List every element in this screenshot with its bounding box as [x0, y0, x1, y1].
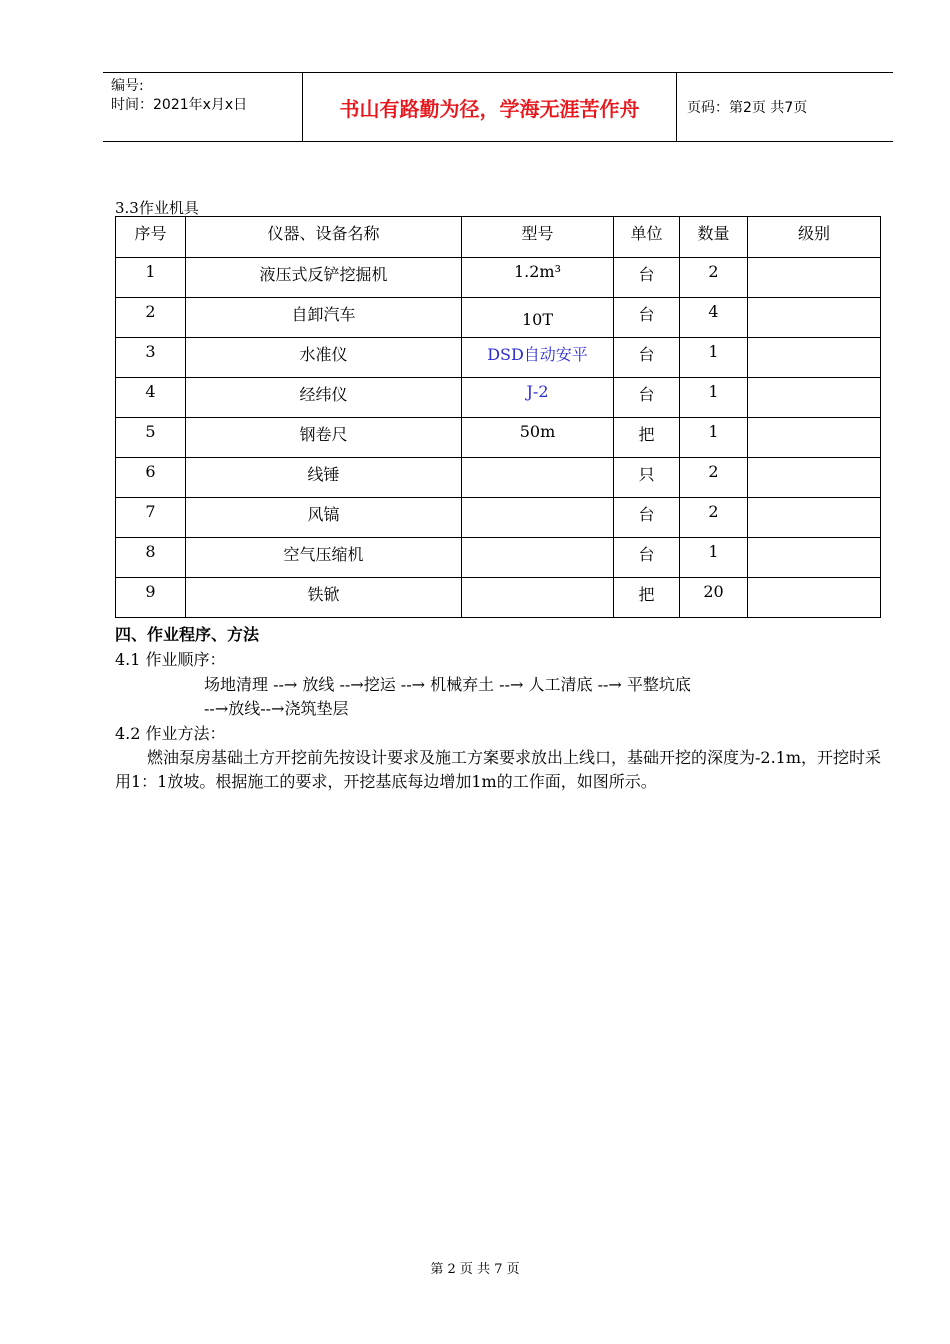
- cell-model: J-2: [462, 378, 614, 418]
- cell-unit: 台: [614, 378, 680, 418]
- cell-model: [462, 538, 614, 578]
- cell-model: [462, 458, 614, 498]
- cell-index: 6: [116, 458, 186, 498]
- table-row: [116, 298, 881, 338]
- cell-index: 1: [116, 258, 186, 298]
- cell-grade: [748, 538, 881, 578]
- work-sequence-line-2: --→放线--→浇筑垫层: [204, 699, 349, 718]
- cell-quantity: 2: [680, 458, 748, 498]
- column-header-quantity: 数量: [680, 217, 748, 258]
- table-row: [116, 418, 881, 458]
- header-info: [103, 73, 303, 141]
- cell-name: 水准仪: [186, 338, 462, 378]
- document-time-label: 时间：2021年x月x日: [111, 97, 248, 113]
- table-row: [116, 338, 881, 378]
- cell-unit: 把: [614, 578, 680, 618]
- table-row: [116, 538, 881, 578]
- cell-grade: [748, 258, 881, 298]
- cell-name: 线锤: [186, 458, 462, 498]
- cell-unit: 把: [614, 418, 680, 458]
- cell-quantity: 1: [680, 338, 748, 378]
- cell-grade: [748, 458, 881, 498]
- cell-index: 9: [116, 578, 186, 618]
- column-header-name: 仪器、设备名称: [186, 217, 462, 258]
- cell-index: 8: [116, 538, 186, 578]
- cell-grade: [748, 418, 881, 458]
- cell-unit: 台: [614, 498, 680, 538]
- column-header-unit: 单位: [614, 217, 680, 258]
- cell-quantity: 2: [680, 498, 748, 538]
- subsection-4-2-heading: 4.2 作业方法：: [115, 724, 226, 743]
- cell-quantity: 1: [680, 378, 748, 418]
- cell-name: 空气压缩机: [186, 538, 462, 578]
- page-footer: 第 2 页 共 7 页: [430, 1262, 520, 1277]
- cell-quantity: 4: [680, 298, 748, 338]
- cell-unit: 台: [614, 538, 680, 578]
- cell-index: 4: [116, 378, 186, 418]
- method-paragraph: 燃油泵房基础土方开挖前先按设计要求及施工方案要求放出上线口，基础开挖的深度为-2.1m，开挖时采用1：1放坡。根据施工的要求，开挖基底每边增加1m的工作面，如图所示。: [115, 748, 882, 791]
- cell-model: DSD自动安平: [462, 338, 614, 378]
- cell-index: 7: [116, 498, 186, 538]
- equipment-table: [115, 216, 881, 618]
- column-header-model: 型号: [462, 217, 614, 258]
- cell-index: 5: [116, 418, 186, 458]
- cell-quantity: 1: [680, 418, 748, 458]
- cell-unit: 台: [614, 338, 680, 378]
- table-row: [116, 498, 881, 538]
- cell-name: 自卸汽车: [186, 298, 462, 338]
- cell-model: 10T: [462, 298, 614, 338]
- cell-unit: 只: [614, 458, 680, 498]
- work-sequence: [204, 673, 884, 721]
- subsection-4-1-heading: 4.1 作业顺序：: [115, 650, 226, 669]
- column-header-grade: 级别: [748, 217, 881, 258]
- page-header: [103, 72, 893, 142]
- cell-unit: 台: [614, 298, 680, 338]
- document-number-label: 编号:: [111, 78, 144, 94]
- work-sequence-line-1: 场地清理 --→ 放线 --→挖运 --→ 机械弃土 --→ 人工清底 --→ 平整坑底: [204, 675, 691, 694]
- cell-unit: 台: [614, 258, 680, 298]
- cell-model: [462, 578, 614, 618]
- cell-model: [462, 498, 614, 538]
- cell-name: 液压式反铲挖掘机: [186, 258, 462, 298]
- table-header-row: [116, 217, 881, 258]
- table-row: [116, 578, 881, 618]
- column-header-index: 序号: [116, 217, 186, 258]
- cell-quantity: 2: [680, 258, 748, 298]
- header-motto: 书山有路勤为径，学海无涯苦作舟: [303, 73, 677, 141]
- cell-model: 50m: [462, 418, 614, 458]
- header-page-label: 页码：第2页 共7页: [687, 100, 808, 116]
- cell-index: 3: [116, 338, 186, 378]
- cell-name: 经纬仪: [186, 378, 462, 418]
- section-4-heading: 四、作业程序、方法: [115, 625, 260, 644]
- cell-grade: [748, 298, 881, 338]
- cell-name: 钢卷尺: [186, 418, 462, 458]
- cell-quantity: 20: [680, 578, 748, 618]
- cell-grade: [748, 338, 881, 378]
- table-row: [116, 258, 881, 298]
- cell-grade: [748, 578, 881, 618]
- cell-grade: [748, 378, 881, 418]
- cell-name: 铁锨: [186, 578, 462, 618]
- cell-quantity: 1: [680, 538, 748, 578]
- cell-grade: [748, 498, 881, 538]
- table-row: [116, 458, 881, 498]
- cell-name: 风镐: [186, 498, 462, 538]
- cell-index: 2: [116, 298, 186, 338]
- table-row: [116, 378, 881, 418]
- cell-model: 1.2m³: [462, 258, 614, 298]
- equipment-table-caption: 3.3作业机具: [115, 199, 199, 217]
